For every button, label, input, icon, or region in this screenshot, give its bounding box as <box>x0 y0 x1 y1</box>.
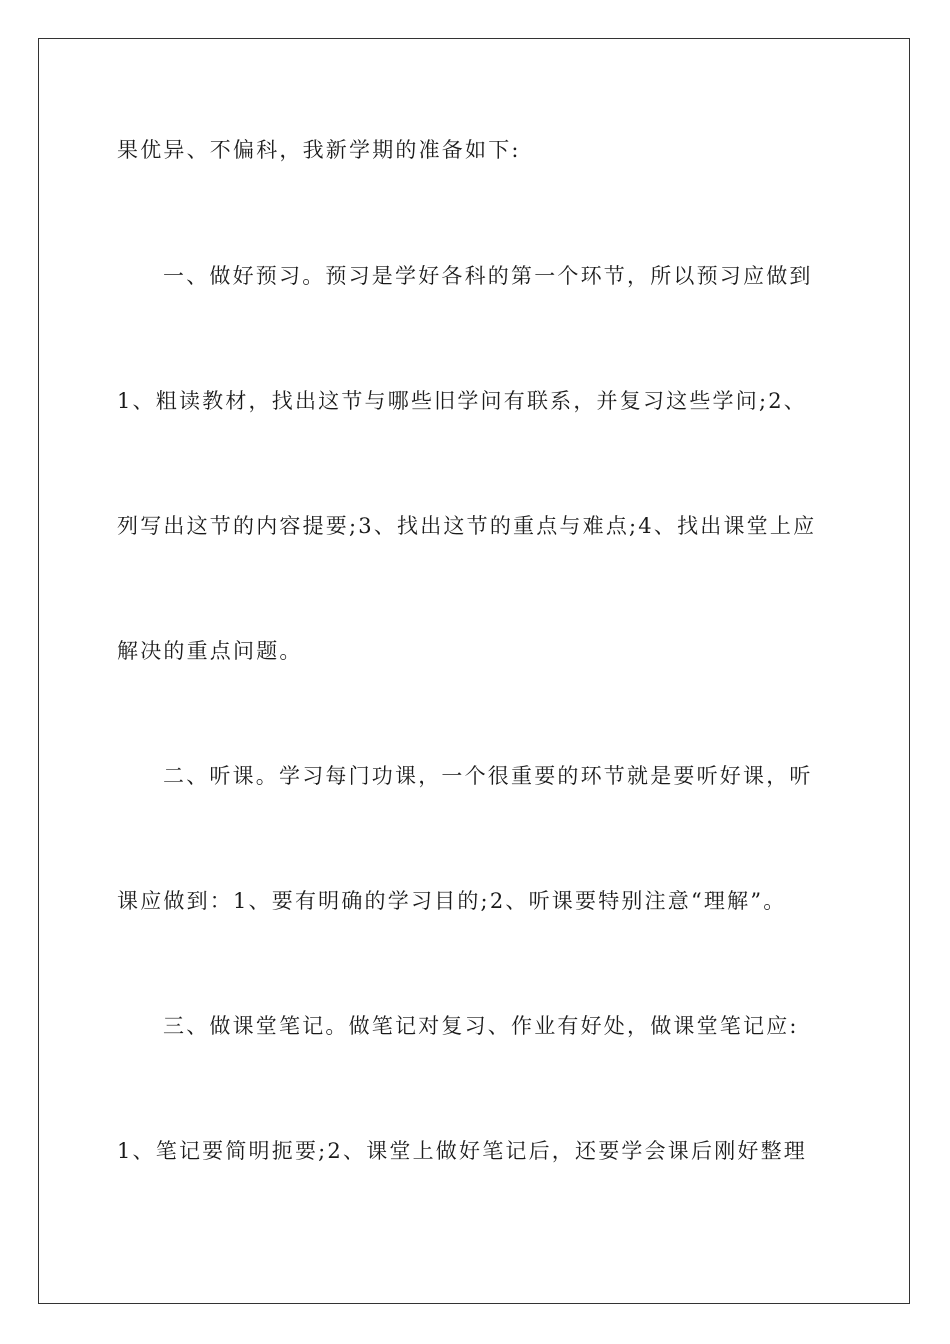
text-line-2: 一、做好预习。预习是学好各科的第一个环节，所以预习应做到 <box>163 264 813 288</box>
text-line-8: 三、做课堂笔记。做笔记对复习、作业有好处，做课堂笔记应: <box>163 1014 799 1038</box>
text-line-7: 课应做到：1、要有明确的学习目的;2、听课要特别注意“理解”。 <box>117 889 787 913</box>
text-line-1: 果优异、不偏科，我新学期的准备如下: <box>117 138 521 162</box>
text-line-6: 二、听课。学习每门功课，一个很重要的环节就是要听好课，听 <box>163 764 813 788</box>
text-line-3: 1、粗读教材，找出这节与哪些旧学问有联系，并复习这些学问;2、 <box>117 389 807 413</box>
text-line-4: 列写出这节的内容提要;3、找出这节的重点与难点;4、找出课堂上应 <box>117 514 817 538</box>
page-border <box>38 38 910 1304</box>
text-line-9: 1、笔记要简明扼要;2、课堂上做好笔记后，还要学会课后刚好整理 <box>117 1139 807 1163</box>
text-line-5: 解决的重点问题。 <box>117 639 303 663</box>
